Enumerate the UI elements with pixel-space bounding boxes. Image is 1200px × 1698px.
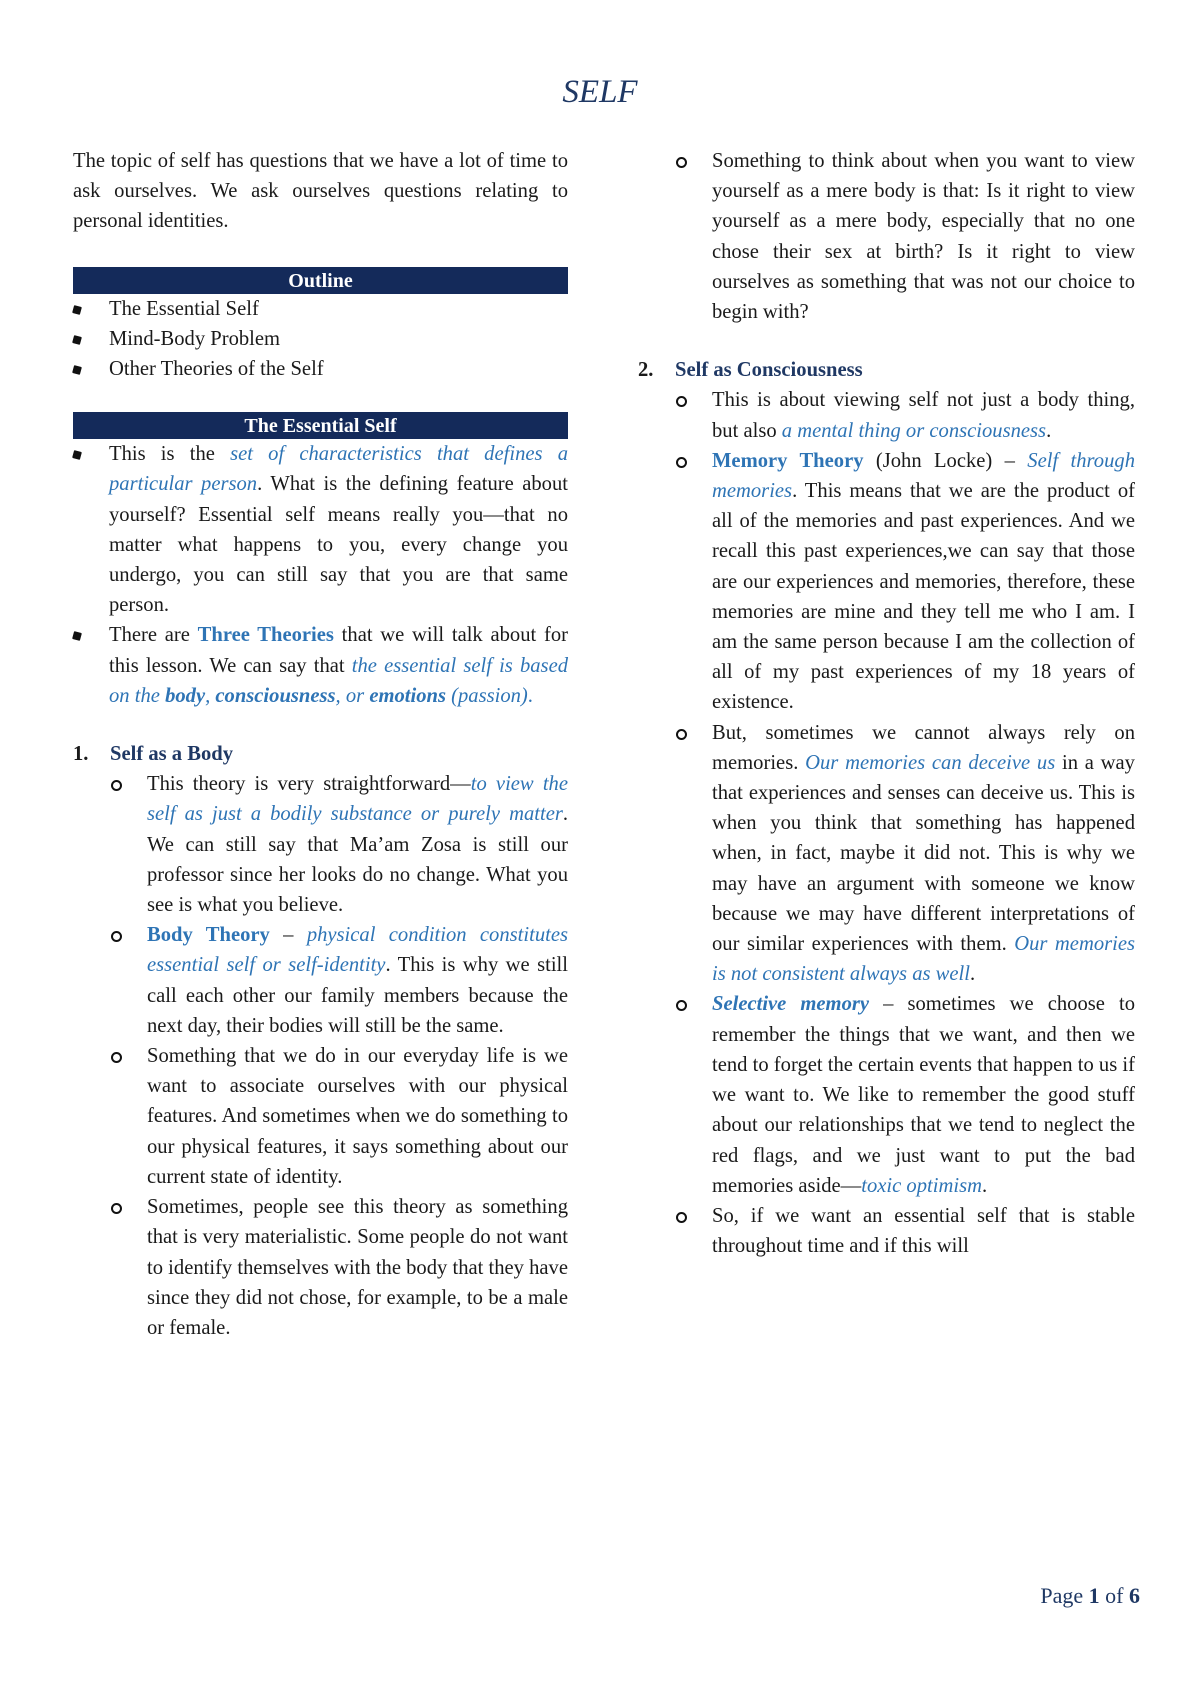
theories-list — [73, 739, 568, 1343]
essential-bullet-theories: There are Three Theories that we will talk about for this lesson. We can say that the essential self is based on the body, consciousness, or emotions (passion). — [73, 620, 568, 711]
body-sub-list-continued — [675, 146, 1135, 327]
consciousness-sub-item: Selective memory – sometimes we choose to remember the things that we want, and then we tend to forget the certain events that happen to us if we want to. We like to remember the good stuff about our relationships that we tend to neglect the red flags, and we just want to put the bad memories aside—toxic optimism. — [675, 989, 1135, 1200]
consciousness-sub-item: So, if we want an essential self that is stable throughout time and if this will — [675, 1201, 1135, 1261]
consciousness-sub-item: But, sometimes we cannot always rely on memories. Our memories can deceive us in a way that experiences and senses can deceive us. This is when you think that something has happened when, in fact, maybe it did not. This is why we may have an argument with someone we know because we may have different interpretations of our similar experiences with them. Our memories is not consistent always as well. — [675, 718, 1135, 990]
theory-title: Self as a Body — [110, 743, 234, 766]
outline-list — [73, 294, 568, 385]
essential-bullet-definition: This is the set of characteristics that defines a particular person. What is the defining feature about yourself? Essential self means really you—that no matter what happens to you, every change you undergo, you can still say that you are that same person. — [73, 439, 568, 620]
theory-number: 1. — [73, 743, 89, 766]
page-footer — [1040, 1583, 1140, 1609]
body-sub-item: Body Theory – physical condition constitutes essential self or self-identity. This is why we still call each other our family members because the next day, their bodies will still be the same. — [110, 920, 568, 1041]
essential-self-heading: The Essential Self — [73, 412, 568, 439]
document-title: SELF — [562, 74, 638, 110]
outline-item: Mind-Body Problem — [73, 324, 568, 354]
body-sub-item: Sometimes, people see this theory as something that is very materialistic. Some people do not want to identify themselves with the body that they have since they did not chose, for example, to be a male or female. — [110, 1192, 568, 1343]
outline-item: Other Theories of the Self — [73, 354, 568, 384]
consciousness-sub-item: This is about viewing self not just a body thing, but also a mental thing or consciousness. — [675, 385, 1135, 445]
intro-paragraph: The topic of self has questions that we have a lot of time to ask ourselves. We ask ourselves questions relating to personal identities. — [73, 150, 568, 233]
consciousness-sub-list — [675, 385, 1135, 1261]
body-sub-item: Something that we do in our everyday life is we want to associate ourselves with our physical features. And sometimes when we do something to our physical features, it says something about our current state of identity. — [110, 1041, 568, 1192]
theories-list-continued — [638, 355, 1135, 1261]
body-sub-item: This theory is very straightforward—to view the self as just a bodily substance or purely matter. We can still say that Ma’am Zosa is still our professor since her looks do no change. What you see is what you believe. — [110, 769, 568, 920]
outline-heading: Outline — [73, 267, 568, 294]
consciousness-sub-item: Memory Theory (John Locke) – Self through memories. This means that we are the product of all of the memories and past experiences. And we recall this past experiences,we can say that those are our experiences and memories, therefore, these memories are mine and they tell me who I am. I am the same person because I am the collection of all of my past experiences of my 18 years of existence. — [675, 446, 1135, 718]
theory-body — [73, 739, 568, 1343]
theory-title: Self as Consciousness — [675, 359, 863, 382]
page-word: Page — [1040, 1583, 1084, 1608]
left-column — [73, 146, 568, 1343]
page-total: 6 — [1129, 1583, 1140, 1608]
body-sub-list — [110, 769, 568, 1343]
theory-consciousness — [638, 355, 1135, 1261]
outline-item: The Essential Self — [73, 294, 568, 324]
theory-number: 2. — [638, 359, 654, 382]
essential-self-list — [73, 439, 568, 711]
right-column — [638, 146, 1136, 1261]
page-number: 1 — [1088, 1583, 1100, 1608]
of-word: of — [1105, 1583, 1124, 1608]
body-sub-item: Something to think about when you want to view yourself as a mere body is that: Is it right to view yourself as a mere body, especially that no one chose their sex at birth? Is it right to view ourselves as something that was not our choice to begin with? — [675, 146, 1135, 327]
